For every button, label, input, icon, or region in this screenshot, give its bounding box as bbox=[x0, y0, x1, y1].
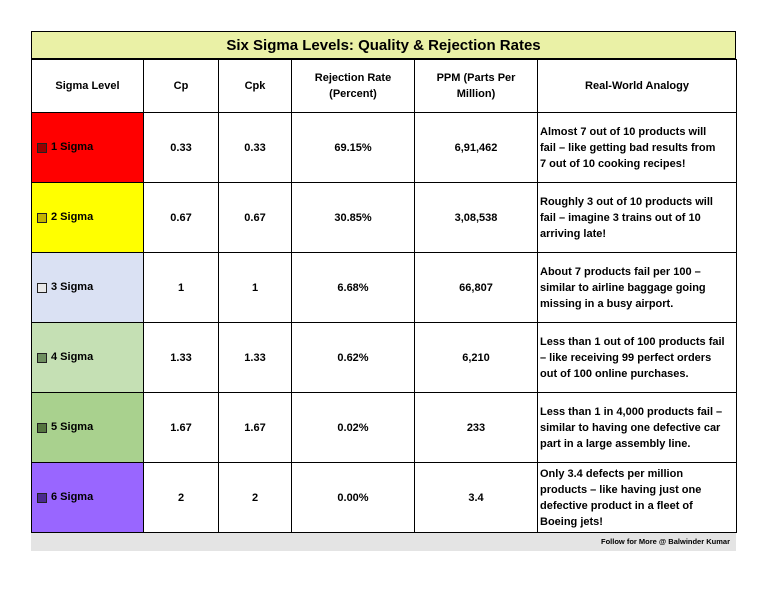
color-swatch-icon bbox=[37, 423, 47, 433]
table-title: Six Sigma Levels: Quality & Rejection Rates bbox=[31, 31, 736, 59]
analogy-line: Roughly 3 out of 10 products will bbox=[540, 195, 713, 208]
cp-cell: 1 bbox=[144, 253, 219, 323]
sigma-level-cell bbox=[32, 393, 144, 463]
header-ppm-line1: PPM (Parts Per bbox=[436, 72, 516, 84]
rejection-rate-cell: 69.15% bbox=[292, 113, 415, 183]
analogy-line: arriving late! bbox=[540, 227, 607, 240]
cpk-cell: 1 bbox=[219, 253, 292, 323]
footer-credit: Follow for More @ Balwinder Kumar bbox=[31, 533, 736, 551]
sigma-level-label: 1 Sigma bbox=[51, 141, 94, 154]
sigma-level-label: 2 Sigma bbox=[51, 211, 94, 224]
header-ppm bbox=[415, 60, 538, 113]
sigma-level-cell bbox=[32, 113, 144, 183]
sigma-level-label: 4 Sigma bbox=[51, 351, 94, 364]
sigma-level-label: 3 Sigma bbox=[51, 281, 94, 294]
analogy-cell bbox=[538, 463, 737, 533]
sigma-level-cell bbox=[32, 253, 144, 323]
ppm-cell: 3,08,538 bbox=[415, 183, 538, 253]
header-analogy: Real-World Analogy bbox=[538, 60, 737, 113]
rejection-rate-cell: 6.68% bbox=[292, 253, 415, 323]
cpk-cell: 0.33 bbox=[219, 113, 292, 183]
analogy-line: About 7 products fail per 100 – bbox=[540, 265, 701, 278]
analogy-cell bbox=[538, 393, 737, 463]
table-row bbox=[32, 463, 737, 533]
analogy-cell bbox=[538, 183, 737, 253]
ppm-cell: 6,210 bbox=[415, 323, 538, 393]
analogy-cell bbox=[538, 113, 737, 183]
cp-cell: 1.33 bbox=[144, 323, 219, 393]
analogy-line: fail – imagine 3 trains out of 10 bbox=[540, 211, 701, 224]
cp-cell: 2 bbox=[144, 463, 219, 533]
table-row bbox=[32, 393, 737, 463]
table-row bbox=[32, 323, 737, 393]
sheet bbox=[31, 31, 736, 551]
sigma-level-label: 6 Sigma bbox=[51, 491, 94, 504]
analogy-line: Only 3.4 defects per million bbox=[540, 467, 684, 480]
analogy-line: 7 out of 10 cooking recipes! bbox=[540, 157, 686, 170]
table-row bbox=[32, 113, 737, 183]
header-cp: Cp bbox=[144, 60, 219, 113]
header-rejection-line2: (Percent) bbox=[329, 88, 377, 100]
analogy-line: Almost 7 out of 10 products will bbox=[540, 125, 707, 138]
color-swatch-icon bbox=[37, 493, 47, 503]
sigma-table bbox=[31, 59, 737, 533]
analogy-line: fail – like getting bad results from bbox=[540, 141, 716, 154]
cp-cell: 0.33 bbox=[144, 113, 219, 183]
color-swatch-icon bbox=[37, 283, 47, 293]
header-cpk: Cpk bbox=[219, 60, 292, 113]
color-swatch-icon bbox=[37, 213, 47, 223]
ppm-cell: 233 bbox=[415, 393, 538, 463]
header-ppm-line2: Million) bbox=[456, 88, 496, 100]
table-row bbox=[32, 183, 737, 253]
sigma-level-label: 5 Sigma bbox=[51, 421, 94, 434]
cpk-cell: 0.67 bbox=[219, 183, 292, 253]
ppm-cell: 3.4 bbox=[415, 463, 538, 533]
analogy-line: – like receiving 99 perfect orders bbox=[540, 351, 712, 364]
analogy-line: part in a large assembly line. bbox=[540, 437, 691, 450]
cp-cell: 0.67 bbox=[144, 183, 219, 253]
table-row bbox=[32, 253, 737, 323]
analogy-cell bbox=[538, 253, 737, 323]
header-rejection-line1: Rejection Rate bbox=[314, 72, 392, 84]
header-rejection-rate bbox=[292, 60, 415, 113]
cpk-cell: 1.33 bbox=[219, 323, 292, 393]
ppm-cell: 6,91,462 bbox=[415, 113, 538, 183]
analogy-line: out of 100 online purchases. bbox=[540, 367, 689, 380]
analogy-line: products – like having just one bbox=[540, 483, 702, 496]
rejection-rate-cell: 0.02% bbox=[292, 393, 415, 463]
rejection-rate-cell: 30.85% bbox=[292, 183, 415, 253]
header-sigma-level: Sigma Level bbox=[32, 60, 144, 113]
analogy-line: similar to having one defective car bbox=[540, 421, 721, 434]
color-swatch-icon bbox=[37, 143, 47, 153]
analogy-line: defective product in a fleet of bbox=[540, 499, 693, 512]
cpk-cell: 2 bbox=[219, 463, 292, 533]
sigma-level-cell bbox=[32, 183, 144, 253]
sigma-level-cell bbox=[32, 463, 144, 533]
analogy-line: Less than 1 in 4,000 products fail – bbox=[540, 405, 723, 418]
rejection-rate-cell: 0.00% bbox=[292, 463, 415, 533]
analogy-line: Less than 1 out of 100 products fail bbox=[540, 335, 725, 348]
ppm-cell: 66,807 bbox=[415, 253, 538, 323]
color-swatch-icon bbox=[37, 353, 47, 363]
analogy-line: missing in a busy airport. bbox=[540, 297, 674, 310]
rejection-rate-cell: 0.62% bbox=[292, 323, 415, 393]
cp-cell: 1.67 bbox=[144, 393, 219, 463]
header-row bbox=[32, 60, 737, 113]
cpk-cell: 1.67 bbox=[219, 393, 292, 463]
analogy-line: Boeing jets! bbox=[540, 515, 603, 528]
analogy-cell bbox=[538, 323, 737, 393]
sigma-level-cell bbox=[32, 323, 144, 393]
analogy-line: similar to airline baggage going bbox=[540, 281, 706, 294]
